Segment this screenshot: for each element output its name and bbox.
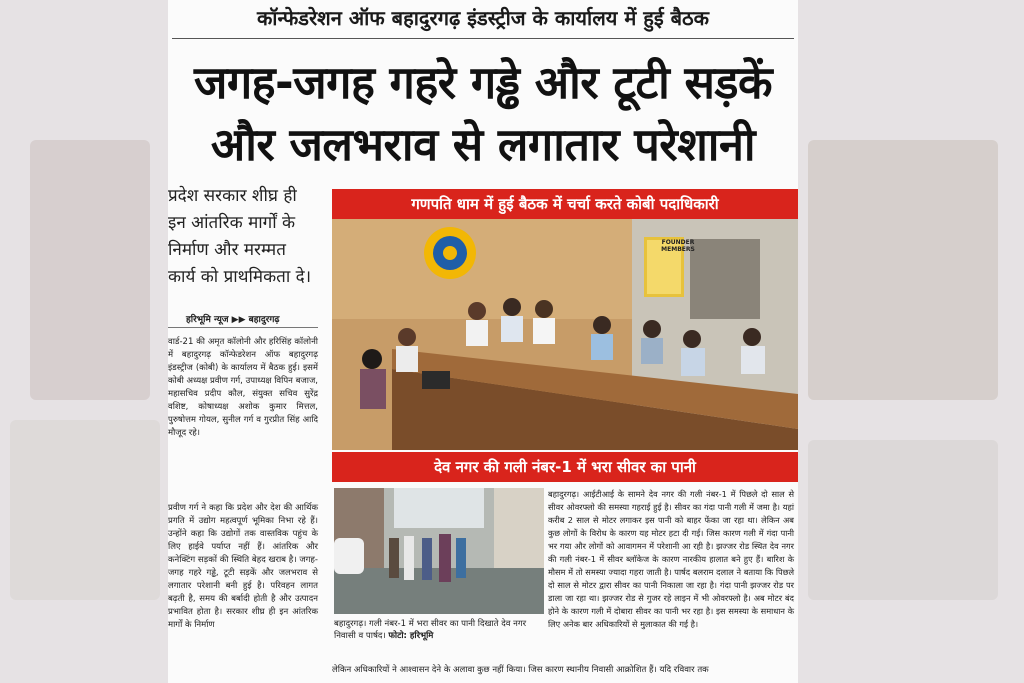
newspaper-page — [168, 0, 798, 683]
body-paragraph-2: प्रवीण गर्ग ने कहा कि प्रदेश और देश की आर्थिक प्रगति में उद्योग महत्वपूर्ण भूमिका निभा रहे हैं। उन्होंने कहा कि उद्योगों तक वास्तविक पहुंच के लिए हाईवे पर्याप्त नहीं हैं। आंतरिक और कनेक्टिंग सड़कों की स्थिति बेहद खराब है। जगह-जगह गहरे गड्ढे, टूटी सड़कें और जलभराव से लगातार परेशानी बनी हुई है। परिवहन लागत बढ़ती है, समय की बर्बादी होती है और उत्पादन प्रभावित होता है। सरकार शीघ्र ही इन आंतरिक मार्गों के निर्माण — [168, 503, 318, 630]
meeting-photo — [332, 219, 798, 450]
meeting-photo-illustration — [332, 219, 798, 450]
blurred-photo-right — [808, 140, 998, 400]
sewer-street-photo — [334, 488, 544, 614]
kicker-rule — [172, 38, 794, 39]
photo2-heading-bar: देव नगर की गली नंबर-1 में भरा सीवर का पानी — [332, 452, 798, 482]
background-right — [798, 0, 1024, 683]
blurred-photo-left — [30, 140, 150, 400]
pull-quote: प्रदेश सरकार शीघ्र ही इन आंतरिक मार्गों के निर्माण और मरम्मत कार्य को प्राथमिकता दे। — [168, 186, 312, 287]
byline-rule — [168, 327, 318, 328]
photo2-caption-text: बहादुरगढ़। गली नंबर-1 में भरा सीवर का पानी दिखाते देव नगर निवासी व पार्षद। — [334, 619, 527, 641]
photo2-caption — [334, 618, 544, 642]
body-paragraph-1: वार्ड-21 की अमृत कॉलोनी और हरिसिंह कॉलोनी में बहादुरगढ़ कॉन्फेडरेशन ऑफ बहादुरगढ़ इंडस्ट्रीज (कोबी) के कार्यालय में बैठक हुई। इसमें कोबी अध्यक्ष प्रवीण गर्ग, उपाध्यक्ष विपिन बजाज, महासचिव प्रदीप कौल, संयुक्त सचिव सुरेंद्र वशिष्ट, कोषाध्यक्ष अशोक कुमार मित्तल, पुरुषोत्तम गोयल, सुनील गर्ग व गुरप्रीत सिंह आदि मौजूद रहे। — [168, 337, 318, 438]
blurred-text-left — [10, 420, 160, 600]
kicker-headline: कॉन्फेडरेशन ऑफ बहादुरगढ़ इंडस्ट्रीज के कार्यालय में हुई बैठक — [256, 6, 710, 30]
photo1-caption-bar: गणपति धाम में हुई बैठक में चर्चा करते कोबी पदाधिकारी — [332, 189, 798, 219]
sewer-street-illustration — [334, 488, 544, 614]
byline: हरिभूमि न्यूज ▶▶ बहादुरगढ़ — [186, 315, 280, 325]
background-left — [0, 0, 168, 683]
photo2-credit: फोटो: हरिभूमि — [388, 631, 434, 641]
blurred-text-right — [808, 440, 998, 600]
body-column-2: बहादुरगढ़। आईटीआई के सामने देव नगर की गली नंबर-1 में पिछले दो साल से सीवर ओवरफ्लो की समस्या गहराई हुई है। सीवर का गंदा पानी गली में जमा है। यहां करीब 2 साल से मोटर लगाकर इस पानी को बाहर फेंका जा रहा था। लेकिन अब कुछ लोगों के विरोध के कारण यह मोटर हटा दी गई। जिस कारण गली में गंदा पानी भर गया और लोगों को आवागमन में परेशानी आ रही है। झज्जर रोड स्थित देव नगर की गली नंबर-1 में सीवर ब्लॉकेज के कारण नारकीय हालात बने हुए हैं। बारिश के मौसम में तो समस्या ज्यादा गहरा जाती है। पार्षद बलराम दलाल ने बताया कि पिछले दो साल से मोटर द्वारा सीवर का पानी निकाला जा रहा है। गंदा पानी झज्जर रोड पर डाला जा रहा था। झज्जर रोड से गुजर रहे लाइन में भी ओवरफ्लो है। अब मोटर बंद होने के कारण गली में दोबारा सीवर का पानी भर रहा है। इस समस्या के समाधान के लिए अनेक बार अधिकारियों से मुलाकात की गई है। — [548, 489, 794, 629]
body-bottom-line: लेकिन अधिकारियों ने आश्वासन देने के अलावा कुछ नहीं किया। जिस कारण स्थानीय निवासी आक्रोशित हैं। यदि रविवार तक — [332, 665, 709, 675]
headline-line-1: जगह-जगह गहरे गड्ढे और टूटी सड़कें — [193, 56, 773, 109]
founder-members-sign: FOUNDER MEMBERS — [661, 239, 695, 253]
headline-line-2: और जलभराव से लगातार परेशानी — [210, 118, 756, 171]
